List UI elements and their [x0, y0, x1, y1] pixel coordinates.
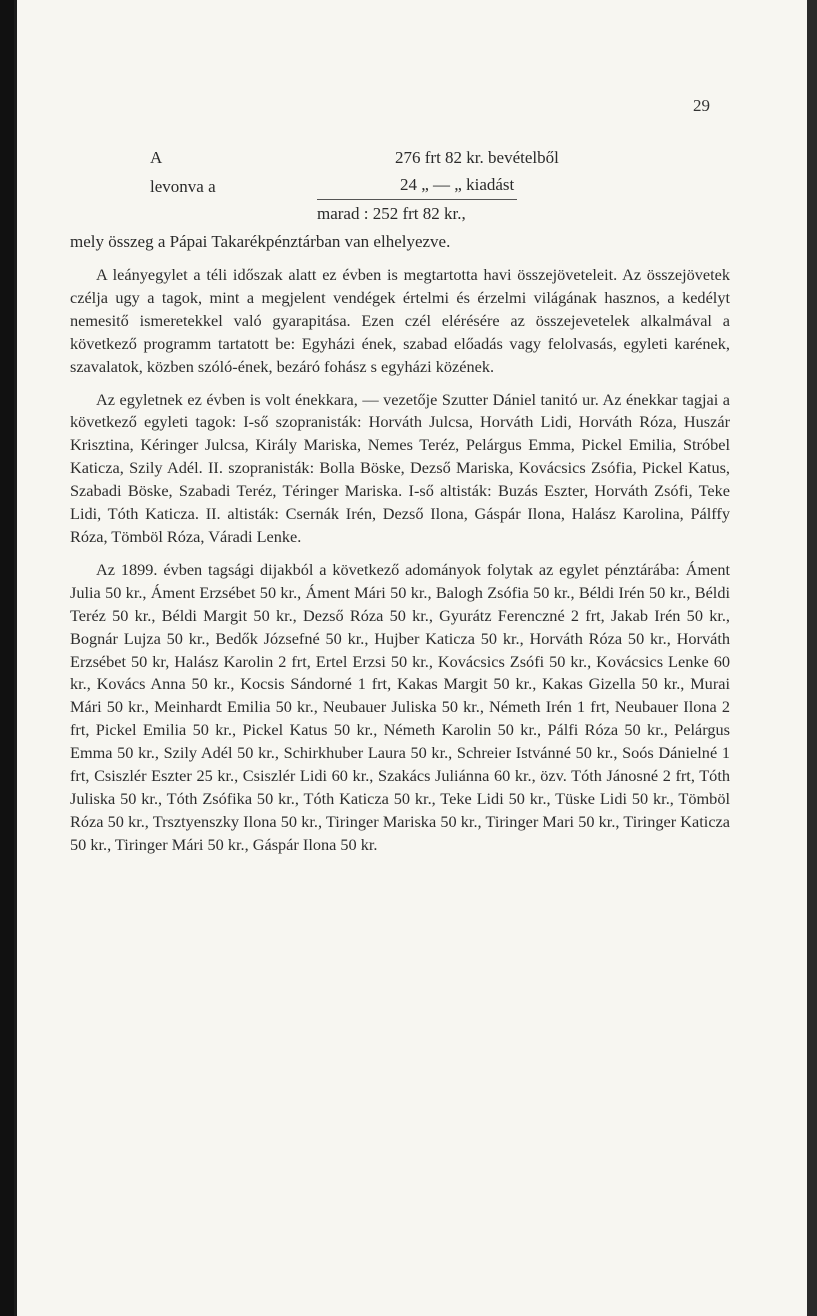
summary-label-a: A [150, 148, 163, 167]
summary-expense: 24 „ — „ kiadást [400, 175, 515, 194]
paragraph-meetings: A leányegylet a téli időszak alatt ez évben is megtartotta havi összejöveteleit. Az összejövetek czélja ugy a tagok, mint a megjelent vendégek értelmi és érzelmi világának hasznos, a kedélyt nemesitő ismeretekkel való gyarapitása. Ezen czél elérésére az összejevetelek alkalmával a következő programm tartatott be: Egyházi ének, szabad előadás vagy felolvasás, egyleti karének, szavalatok, közben szóló-ének, bezáró fohász s egyházi közének. [70, 265, 730, 376]
body-text [70, 264, 730, 857]
summary-label-deduct: levonva a [150, 177, 216, 196]
summary-income: 276 frt 82 kr. bevételből [395, 148, 559, 167]
page-number: 29 [693, 96, 710, 115]
page-edge [807, 0, 817, 1316]
document-page [14, 0, 810, 1316]
paragraph-donations: Az 1899. évben tagsági dijakból a következő adományok folytak az egylet pénztárába: Áment Julia 50 kr., Áment Erzsébet 50 kr., Áment Mári 50 kr., Balogh Zsófia 50 kr., Béldi Irén 50 kr., Béldi Teréz 50 kr., Béldi Margit 50 kr., Dezső Róza 50 kr., Gyurátz Ferenczné 2 frt, Jakab Irén 50 kr., Bognár Lujza 50 kr., Bedők Józsefné 50 kr., Hujber Katicza 50 kr., Horváth Róza 50 kr., Horváth Erzsébet 50 kr, Halász Karolin 2 frt, Ertel Erzsi 50 kr., Kovácsics Zsófi 50 kr., Kovácsics Lenke 60 kr., Kovács Anna 50 kr., Kocsis Sándorné 1 frt, Kakas Margit 50 kr., Kakas Gizella 50 kr., Murai Mári 50 kr., Meinhardt Emilia 50 kr., Neubauer Juliska 50 kr., Németh Irén 1 frt, Neubauer Ilona 2 frt, Pickel Emilia 50 kr., Pickel Katus 50 kr., Németh Karolin 50 kr., Pálfi Róza 50 kr., Pelárgus Emma 50 kr., Szily Adél 50 kr., Schirkhuber Laura 50 kr., Schreier Istvánné 50 kr., Soós Dánielné 1 frt, Csiszlér Eszter 25 kr., Csiszlér Lidi 60 kr., Szakács Juliánna 60 kr., özv. Tóth Jánosné 2 frt, Tóth Juliska 50 kr., Tóth Zsófika 50 kr., Tóth Katicza 50 kr., Teke Lidi 50 kr., Tüske Lidi 50 kr., Tömböl Róza 50 kr., Trsztyenszky Ilona 50 kr., Tiringer Mariska 50 kr., Tiringer Mari 50 kr., Tiringer Katicza 50 kr., Tiringer Mári 50 kr., Gáspár Ilona 50 kr. [70, 559, 730, 854]
summary-result: marad : 252 frt 82 kr., [317, 204, 466, 223]
paragraph-choir: Az egyletnek ez évben is volt énekkara, — vezetője Szutter Dániel tanitó ur. Az énekkar tagjai a következő egyleti tagok: I-ső szopranisták: Horváth Julcsa, Horváth Lidi, Horváth Róza, Huszár Krisztina, Kéringer Julcsa, Király Mariska, Nemes Teréz, Pelárgus Emma, Pickel Emilia, Stróbel Katicza, Szily Adél. II. szopranisták: Bolla Böske, Dezső Mariska, Kovácsics Zsófia, Pickel Katus, Szabadi Böske, Szabadi Teréz, Téringer Mariska. I-ső altisták: Buzás Eszter, Horváth Zsófi, Teke Lidi, Tóth Katicza. II. altisták: Csernák Irén, Dezső Ilona, Gáspár Ilona, Halász Karolina, Pálffy Róza, Tömböl Róza, Váradi Lenke. [70, 389, 730, 546]
summary-note: mely összeg a Pápai Takarékpénztárban van elhelyezve. [70, 232, 451, 251]
summary-rule [317, 199, 517, 200]
book-gutter [0, 0, 14, 1316]
